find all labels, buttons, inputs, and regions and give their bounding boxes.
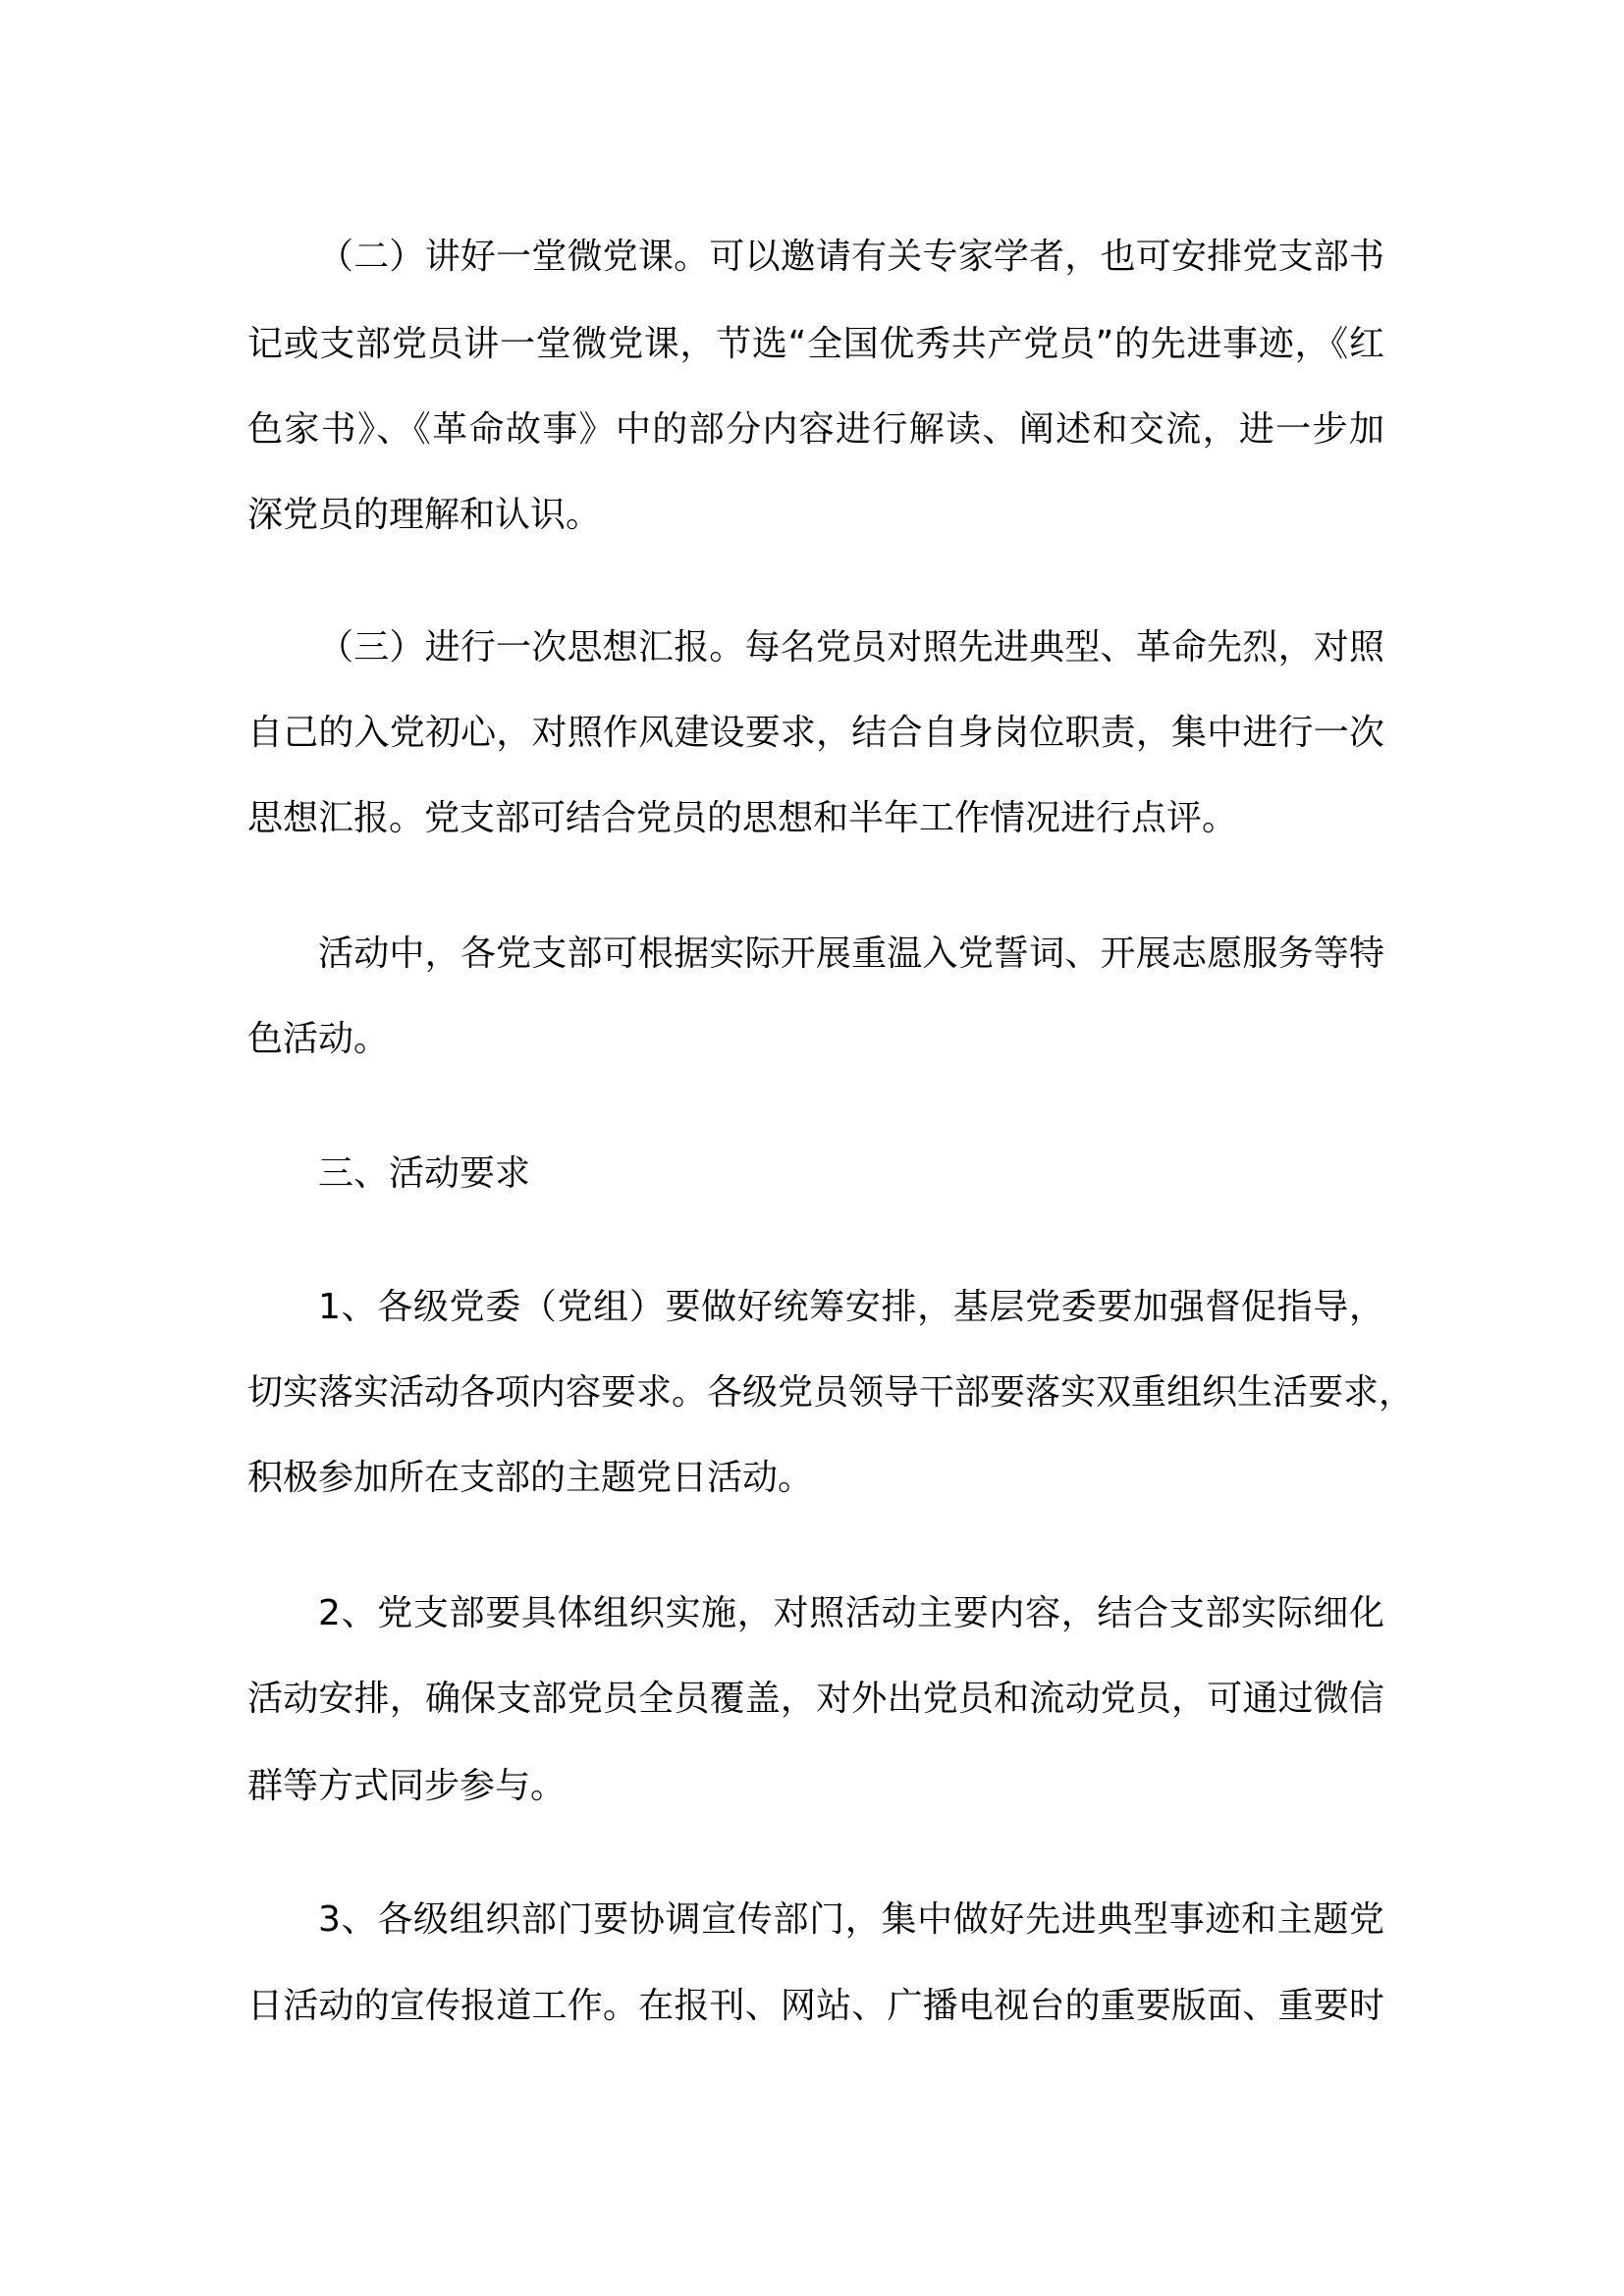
requirement-3-line-2: 日活动的宣传报道工作。在报刊、网站、广播电视台的重要版面、重要时 — [247, 1986, 1384, 2026]
paragraph-2-line-4: 深党员的理解和认识。 — [247, 495, 602, 535]
requirement-2-line-2: 活动安排，确保支部党员全员覆盖，对外出党员和流动党员，可通过微信 — [247, 1679, 1384, 1719]
section-heading: 三、活动要求 — [318, 1153, 531, 1194]
activity-note-line-2: 色活动。 — [247, 1019, 390, 1059]
requirement-1-line-2: 切实落实活动各项内容要求。各级党员领导干部要落实双重组织生活要求， — [247, 1372, 1415, 1413]
requirement-2-line-3: 群等方式同步参与。 — [247, 1766, 567, 1806]
requirement-3-line-1: 3、各级组织部门要协调宣传部门，集中做好先进典型事迹和主题党 — [318, 1899, 1384, 1940]
paragraph-3-line-3: 思想汇报。党支部可结合党员的思想和半年工作情况进行点评。 — [247, 798, 1238, 838]
requirement-1-line-3: 积极参加所在支部的主题党日活动。 — [247, 1458, 814, 1498]
activity-note-line-1: 活动中，各党支部可根据实际开展重温入党誓词、开展志愿服务等特 — [318, 934, 1384, 974]
paragraph-2-line-3: 色家书》、《革命故事》中的部分内容进行解读、阐述和交流，进一步加 — [247, 409, 1384, 450]
paragraph-3-line-1: （三）进行一次思想汇报。每名党员对照先进典型、革命先烈，对照 — [318, 627, 1384, 667]
paragraph-3-line-2: 自己的入党初心，对照作风建设要求，结合自身岗位职责，集中进行一次 — [247, 713, 1384, 753]
requirement-2-line-1: 2、党支部要具体组织实施，对照活动主要内容，结合支部实际细化 — [318, 1593, 1384, 1633]
paragraph-2-line-2: 记或支部党员讲一堂微党课，节选“全国优秀共产党员”的先进事迹，《红 — [247, 324, 1384, 364]
requirement-1-line-1: 1、各级党委（党组）要做好统筹安排，基层党委要加强督促指导， — [318, 1287, 1384, 1327]
paragraph-2-line-1: （二）讲好一堂微党课。可以邀请有关专家学者，也可安排党支部书 — [318, 237, 1384, 277]
